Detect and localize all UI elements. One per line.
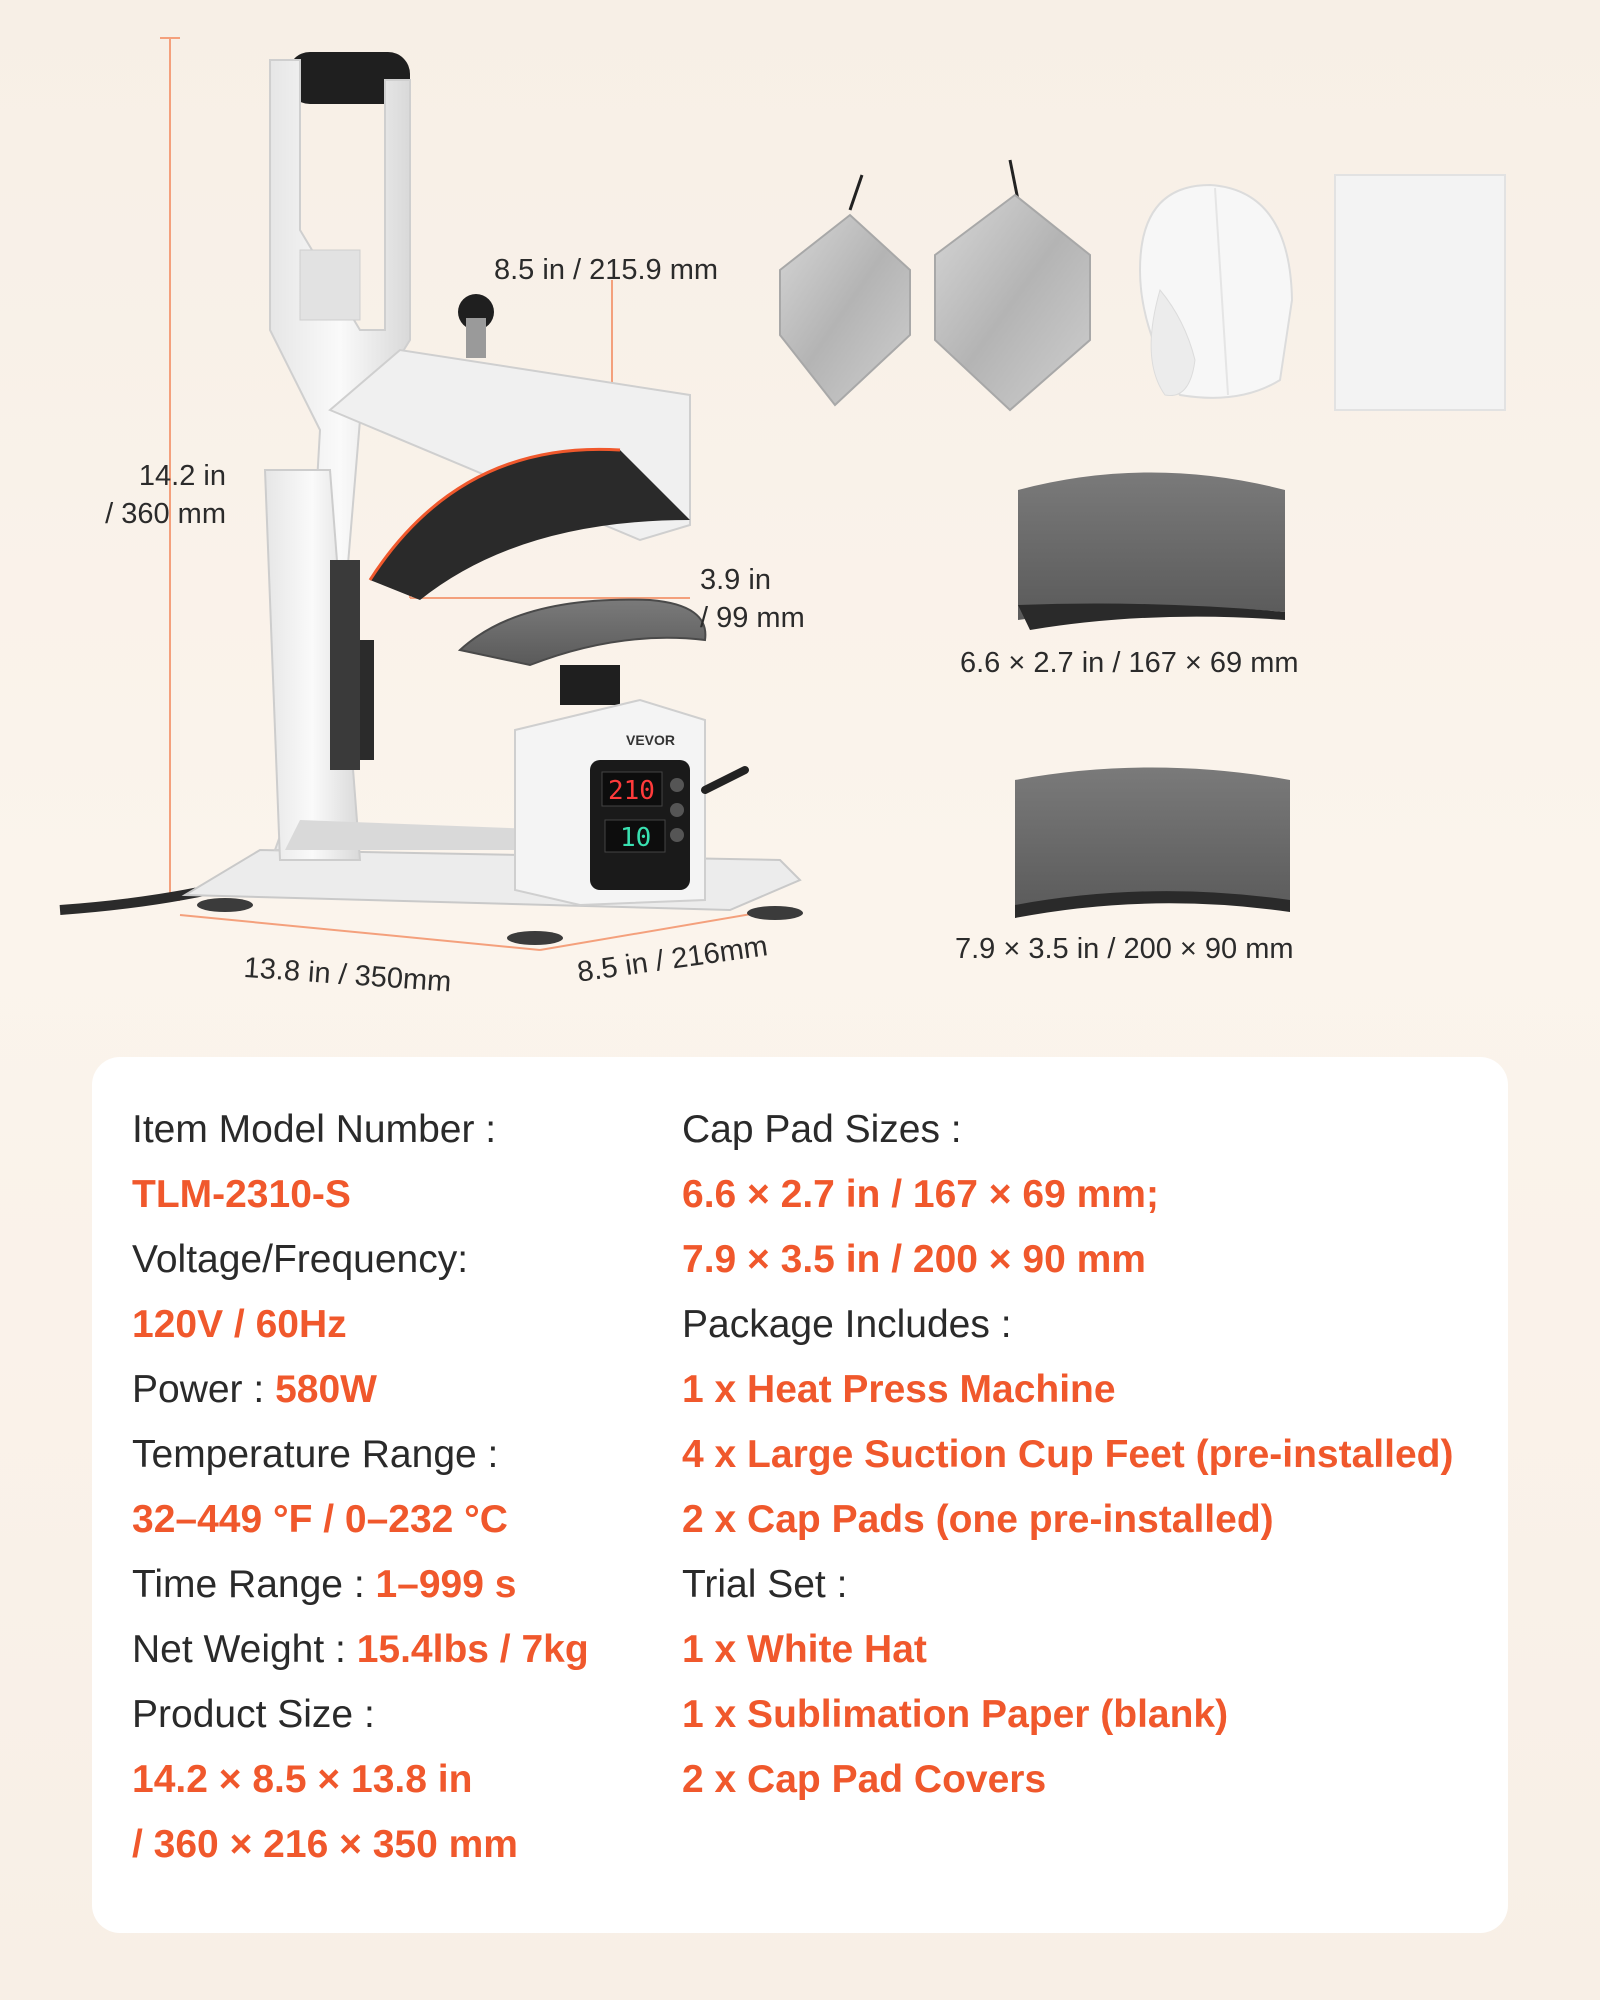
specifications-card: [92, 1057, 1508, 1933]
weight-key: Net Weight :: [132, 1628, 357, 1671]
specs-right-column: [682, 1097, 1482, 1812]
temperature-value: 32–449 °F / 0–232 °C: [132, 1498, 508, 1541]
size-value-inches: 14.2 × 8.5 × 13.8 in: [132, 1758, 473, 1801]
brand-logo: VEVOR: [626, 732, 676, 748]
pad-cover-icon: [935, 160, 1090, 410]
platen-width-label: 8.5 in / 215.9 mm: [494, 254, 719, 286]
pad-cover-icon: [780, 175, 910, 405]
machine-base: [185, 850, 803, 945]
package-key: Package Includes :: [682, 1303, 1012, 1346]
cap-pad-value-small: 6.6 × 2.7 in / 167 × 69 mm;: [682, 1173, 1159, 1216]
power-key: Power :: [132, 1368, 276, 1411]
time-value: 1–999 s: [375, 1563, 517, 1606]
trial-set-key: Trial Set :: [682, 1563, 848, 1606]
voltage-value: 120V / 60Hz: [132, 1303, 347, 1346]
power-value: 580W: [275, 1368, 377, 1411]
model-key: Item Model Number :: [132, 1108, 497, 1151]
platen-gap-label: 3.9 in / 99 mm: [700, 564, 805, 634]
package-item: 1 x Heat Press Machine: [682, 1368, 1116, 1411]
trial-item: 1 x Sublimation Paper (blank): [682, 1693, 1229, 1736]
power-row: [132, 1357, 672, 1422]
time-key: Time Range :: [132, 1563, 376, 1606]
large-cap-pad: [1015, 768, 1290, 919]
package-item: 4 x Large Suction Cup Feet (pre-installed): [682, 1433, 1454, 1476]
base-width-label: 8.5 in / 216mm: [575, 930, 770, 989]
weight-value: 15.4lbs / 7kg: [356, 1628, 589, 1671]
model-value: TLM-2310-S: [132, 1173, 351, 1216]
voltage-key: Voltage/Frequency:: [132, 1238, 469, 1281]
size-key: Product Size :: [132, 1693, 375, 1736]
size-value-mm: / 360 × 216 × 350 mm: [132, 1823, 518, 1866]
small-pad-size-label: 6.6 × 2.7 in / 167 × 69 mm: [960, 647, 1299, 679]
specs-left-column: [132, 1097, 672, 1877]
large-pad-size-label: 7.9 × 3.5 in / 200 × 90 mm: [955, 933, 1294, 965]
white-hat-icon: [1140, 185, 1292, 398]
cap-pad-key: Cap Pad Sizes :: [682, 1108, 962, 1151]
height-dimension-label: 14.2 in / 360 mm: [105, 460, 226, 530]
trial-item: 2 x Cap Pad Covers: [682, 1758, 1047, 1801]
lower-platen: [460, 600, 705, 705]
small-cap-pad: [1018, 473, 1285, 631]
time-row: [132, 1552, 672, 1617]
weight-row: [132, 1617, 672, 1682]
temperature-display: 210: [608, 776, 655, 806]
trial-item: 1 x White Hat: [682, 1628, 927, 1671]
cap-pad-value-large: 7.9 × 3.5 in / 200 × 90 mm: [682, 1238, 1146, 1281]
package-item: 2 x Cap Pads (one pre-installed): [682, 1498, 1274, 1541]
time-display: 10: [620, 823, 652, 853]
temperature-key: Temperature Range :: [132, 1433, 499, 1476]
base-length-label: 13.8 in / 350mm: [242, 951, 453, 999]
sublimation-paper-icon: [1335, 175, 1505, 410]
